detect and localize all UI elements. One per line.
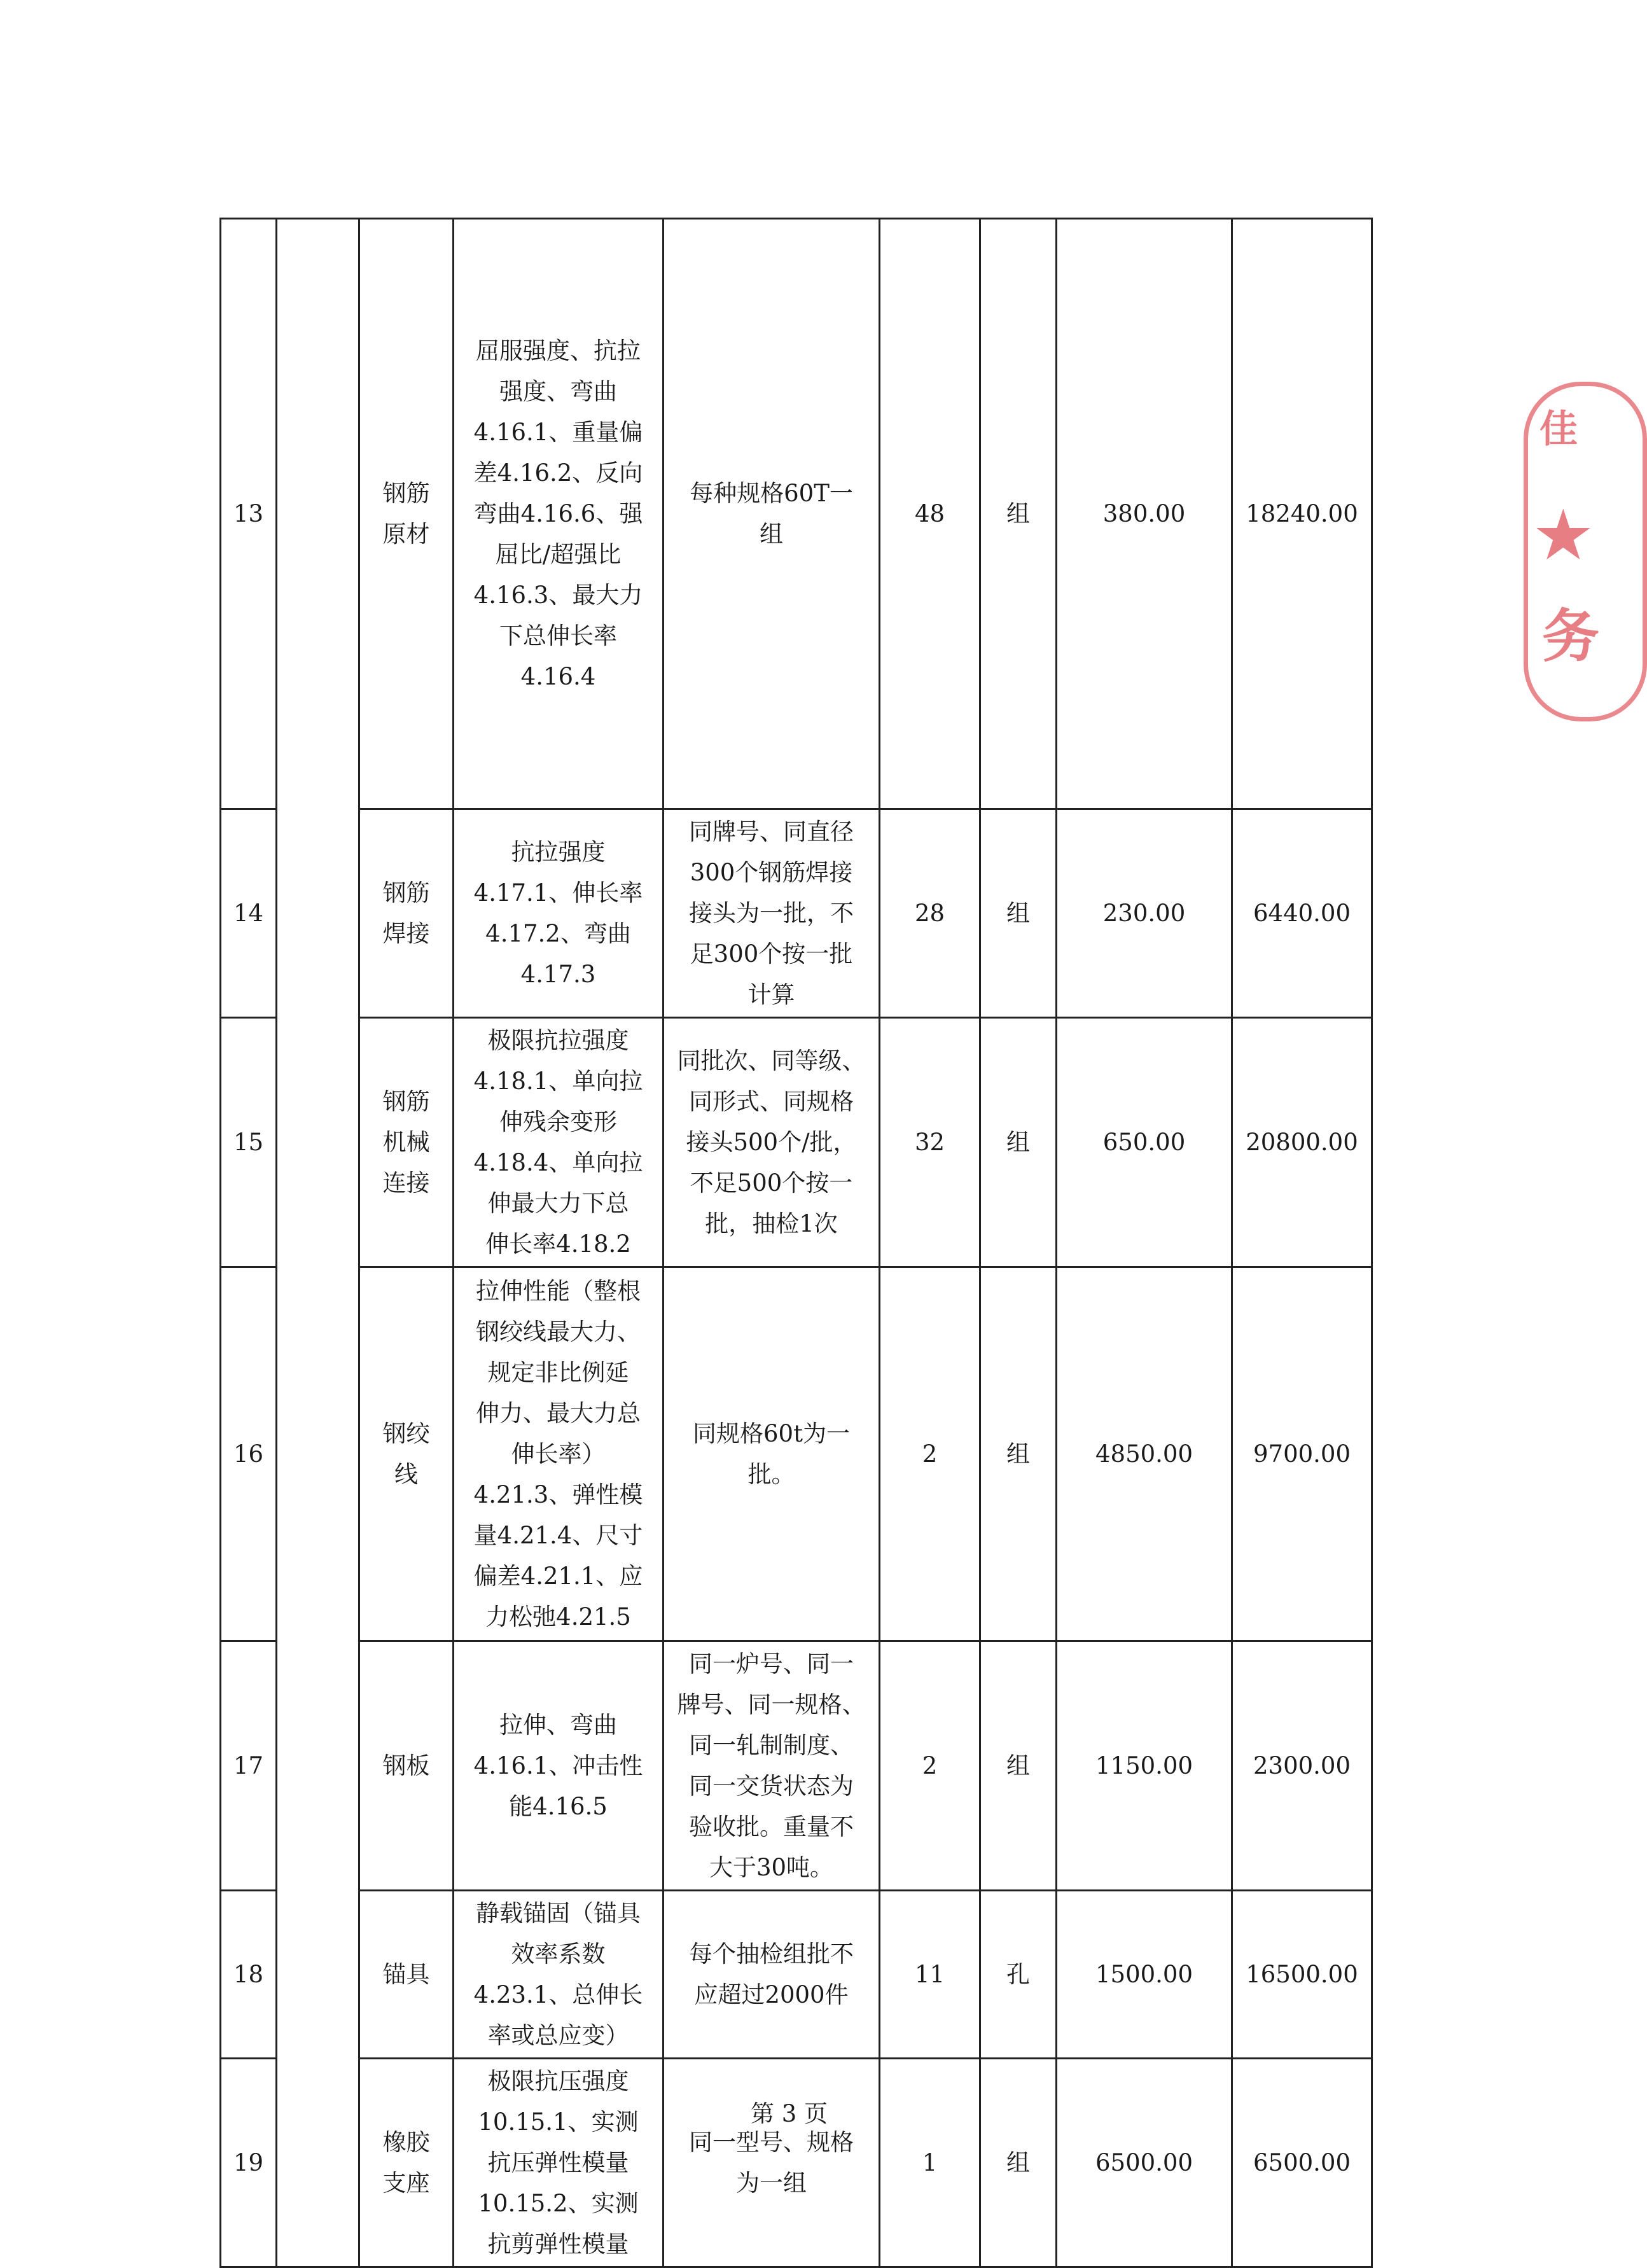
test-parameters: 极限抗拉强度 4.18.1、单向拉 伸残余变形 4.18.4、单向拉 伸最大力下总 伸长率4.18.2 <box>454 1018 664 1267</box>
unit-price: 230.00 <box>1057 809 1232 1018</box>
unit: 组 <box>980 2059 1057 2267</box>
item-name: 钢绞 线 <box>359 1267 454 1641</box>
row-number: 17 <box>221 1641 277 1891</box>
table-row <box>221 2059 1372 2267</box>
unit-price: 1150.00 <box>1057 1641 1232 1891</box>
batch-rule: 同批次、同等级、 同形式、同规格 接头500个/批， 不足500个按一 批，抽检1次 <box>664 1018 880 1267</box>
line-total: 16500.00 <box>1232 1891 1372 2059</box>
unit-price: 1500.00 <box>1057 1891 1232 2059</box>
table-row <box>221 1267 1372 1641</box>
test-parameters: 极限抗压强度 10.15.1、实测 抗压弹性模量 10.15.2、实测 抗剪弹性模量 <box>454 2059 664 2267</box>
table-row <box>221 219 1372 809</box>
unit-price: 4850.00 <box>1057 1267 1232 1641</box>
quantity: 32 <box>880 1018 980 1267</box>
line-total: 6500.00 <box>1232 2059 1372 2267</box>
batch-rule: 每种规格60T一 组 <box>664 219 880 809</box>
page-number: 第 3 页 <box>750 2100 828 2127</box>
seal-glyph: 务 <box>1542 603 1599 670</box>
quantity: 2 <box>880 1267 980 1641</box>
row-number: 14 <box>221 809 277 1018</box>
unit-price: 380.00 <box>1057 219 1232 809</box>
unit-price: 6500.00 <box>1057 2059 1232 2267</box>
unit: 组 <box>980 809 1057 1018</box>
item-name: 钢筋 焊接 <box>359 809 454 1018</box>
company-seal <box>1524 382 1647 721</box>
unit: 组 <box>980 219 1057 809</box>
quantity: 48 <box>880 219 980 809</box>
row-number: 19 <box>221 2059 277 2267</box>
item-name: 锚具 <box>359 1891 454 2059</box>
batch-rule: 同牌号、同直径 300个钢筋焊接 接头为一批，不 足300个按一批 计算 <box>664 809 880 1018</box>
unit: 组 <box>980 1641 1057 1891</box>
quantity: 1 <box>880 2059 980 2267</box>
row-number: 13 <box>221 219 277 809</box>
table-row <box>221 1641 1372 1891</box>
unit-price: 650.00 <box>1057 1018 1232 1267</box>
item-name: 钢筋 机械 连接 <box>359 1018 454 1267</box>
item-name: 钢板 <box>359 1641 454 1891</box>
batch-rule: 每个抽检组批不 应超过2000件 <box>664 1891 880 2059</box>
line-total: 2300.00 <box>1232 1641 1372 1891</box>
batch-rule: 同一炉号、同一 牌号、同一规格、 同一轧制制度、 同一交货状态为 验收批。重量不 大于30吨。 <box>664 1641 880 1891</box>
row-number: 15 <box>221 1018 277 1267</box>
line-total: 9700.00 <box>1232 1267 1372 1641</box>
row-number: 18 <box>221 1891 277 2059</box>
price-table <box>219 218 1373 2268</box>
batch-rule: 同规格60t为一 批。 <box>664 1267 880 1641</box>
test-parameters: 抗拉强度 4.17.1、伸长率 4.17.2、弯曲 4.17.3 <box>454 809 664 1018</box>
line-total: 20800.00 <box>1232 1018 1372 1267</box>
group-cell <box>277 219 359 2267</box>
batch-rule: 同一型号、规格 为一组 <box>664 2059 880 2267</box>
line-total: 6440.00 <box>1232 809 1372 1018</box>
row-number: 16 <box>221 1267 277 1641</box>
table-row <box>221 1891 1372 2059</box>
unit: 组 <box>980 1267 1057 1641</box>
test-parameters: 拉伸性能（整根 钢绞线最大力、 规定非比例延 伸力、最大力总 伸长率） 4.21.3、弹性模 量4.21.4、尺寸 偏差4.21.1、应 力松弛4.21.5 <box>454 1267 664 1641</box>
line-total: 18240.00 <box>1232 219 1372 809</box>
item-name: 橡胶 支座 <box>359 2059 454 2267</box>
test-parameters: 屈服强度、抗拉 强度、弯曲 4.16.1、重量偏 差4.16.2、反向 弯曲4.16.6、强 屈比/超强比 4.16.3、最大力 下总伸长率 4.16.4 <box>454 219 664 809</box>
quantity: 28 <box>880 809 980 1018</box>
table-row <box>221 809 1372 1018</box>
test-parameters: 静载锚固（锚具 效率系数 4.23.1、总伸长 率或总应变） <box>454 1891 664 2059</box>
seal-star-icon: ★ <box>1532 494 1595 576</box>
seal-glyph: 佳 <box>1539 407 1578 452</box>
quantity: 2 <box>880 1641 980 1891</box>
quantity: 11 <box>880 1891 980 2059</box>
unit: 组 <box>980 1018 1057 1267</box>
test-parameters: 拉伸、弯曲 4.16.1、冲击性 能4.16.5 <box>454 1641 664 1891</box>
unit: 孔 <box>980 1891 1057 2059</box>
item-name: 钢筋 原材 <box>359 219 454 809</box>
table-row <box>221 1018 1372 1267</box>
